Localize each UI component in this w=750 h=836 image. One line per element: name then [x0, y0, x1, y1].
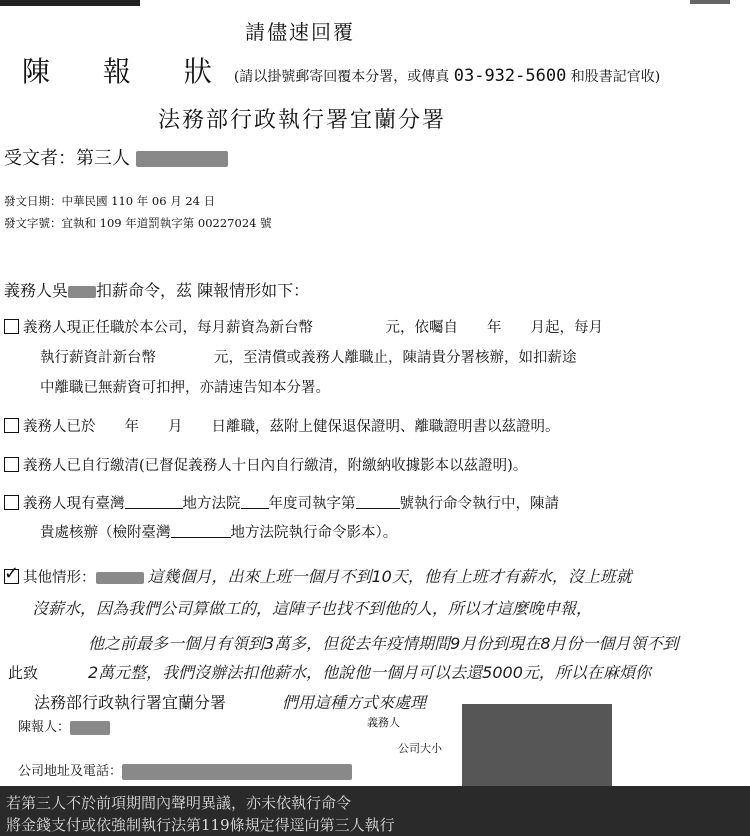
redacted-signature	[70, 721, 110, 735]
reporter-label: 陳報人：	[18, 720, 71, 735]
court-order-d: 號執行命令執行中，陳請	[399, 496, 559, 512]
court-order-c: 年度司執字第	[268, 496, 356, 512]
handwriting-line2: 沒薪水，因為我們公司算做工的，這陣子也找不到他的人，所以才這麼晚申報，	[32, 599, 593, 618]
reporter-row	[18, 716, 110, 735]
footer-line1: 若第三人不於前項期間內聲明異議，亦未依執行命令	[6, 794, 352, 812]
option-employed[interactable]	[4, 316, 603, 337]
intro-line	[4, 278, 309, 301]
option-resigned-text: 義務人已於 年 月 日離職，茲附上健保退保證明、離職證明書以茲證明。	[23, 419, 560, 435]
recipient	[4, 144, 228, 170]
handwriting-line4: 2萬元整，我們沒辦法扣他薪水，他說他一個月可以去還5000元，所以在麻煩你	[88, 663, 651, 682]
urgent-heading: 請儘速回覆	[245, 20, 355, 44]
court-order-a: 義務人現有臺灣	[23, 496, 125, 512]
company-size-label: 公司大小	[398, 742, 442, 755]
option-paid-off[interactable]	[4, 454, 527, 475]
redacted-name	[96, 572, 144, 584]
intro-prefix: 義務人吳	[4, 281, 69, 300]
redacted-address	[122, 764, 352, 780]
checkbox-paid-off[interactable]	[4, 457, 19, 472]
option-employed-line1: 義務人現正任職於本公司，每月薪資為新台幣 元，依囑自 年 月起，每月	[23, 320, 603, 336]
redacted-name	[136, 151, 228, 167]
option-employed-line2: 執行薪資計新台幣 元，至清償或義務人離職止，陳請貴分署核辦，如扣薪途	[40, 350, 577, 366]
option-paid-off-text: 義務人已自行繳清(已督促義務人十日內自行繳清，附繳納收據影本以茲證明)。	[23, 458, 528, 474]
option-court-order-line2	[40, 521, 397, 542]
address-label: 公司地址及電話：	[18, 764, 123, 779]
recipient-label: 受文者：第三人	[4, 148, 130, 169]
checkbox-employed[interactable]	[4, 319, 19, 334]
option-other[interactable]	[4, 564, 632, 587]
document-title	[22, 50, 660, 90]
closing-agency: 法務部行政執行署宜蘭分署	[34, 693, 227, 712]
footer-band	[0, 786, 750, 836]
footer-line2: 將金錢支付或依強制執行法第119條規定得逕向第三人執行	[6, 816, 395, 834]
scan-mark	[690, 0, 730, 4]
court-order-line2-a: 貴處核辦（檢附臺灣	[40, 525, 171, 541]
option-employed-line3: 中離職已無薪資可扣押，亦請速告知本分署。	[40, 380, 330, 396]
fax-number: 03-932-5600	[453, 66, 567, 86]
scan-mark	[0, 0, 140, 6]
redacted-name	[68, 286, 96, 298]
closing-to: 此致	[8, 664, 39, 682]
checkbox-court-order[interactable]	[4, 495, 19, 510]
issue-date: 發文日期：中華民國 110 年 06 月 24 日	[4, 194, 216, 208]
checkbox-other[interactable]	[4, 569, 19, 584]
other-label: 其他情形：	[23, 570, 96, 586]
address-row	[18, 760, 352, 780]
court-order-b: 地方法院	[182, 496, 241, 512]
handwriting-line3: 他之前最多一個月有領到3萬多，但從去年疫情期間9月份到現在8月份一個月領不到	[88, 634, 679, 653]
document-number: 發文字號：宜執和 109 年道罰執字第 00227024 號	[4, 216, 272, 230]
return-note-suffix: 和股書記官收)	[566, 69, 661, 85]
agency-name: 法務部行政執行署宜蘭分署	[158, 108, 447, 133]
intro-suffix: 扣薪命令，茲 陳報情形如下：	[96, 281, 310, 300]
handwriting-line5: 們用這種方式來處理	[282, 693, 427, 712]
obligor-label: 義務人	[367, 716, 400, 729]
option-court-order[interactable]	[4, 492, 559, 513]
option-resigned[interactable]	[4, 415, 560, 436]
court-order-line2-b: 地方法院執行命令影本）。	[230, 525, 398, 541]
handwriting-line1: 這幾個月，出來上班一個月不到10天，他有上班才有薪水，沒上班就	[147, 567, 632, 586]
return-note-prefix: (請以掛號郵寄回覆本分署，或傳真	[233, 69, 454, 85]
title-text: 陳 報 狀	[22, 55, 234, 88]
checkbox-resigned[interactable]	[4, 418, 19, 433]
